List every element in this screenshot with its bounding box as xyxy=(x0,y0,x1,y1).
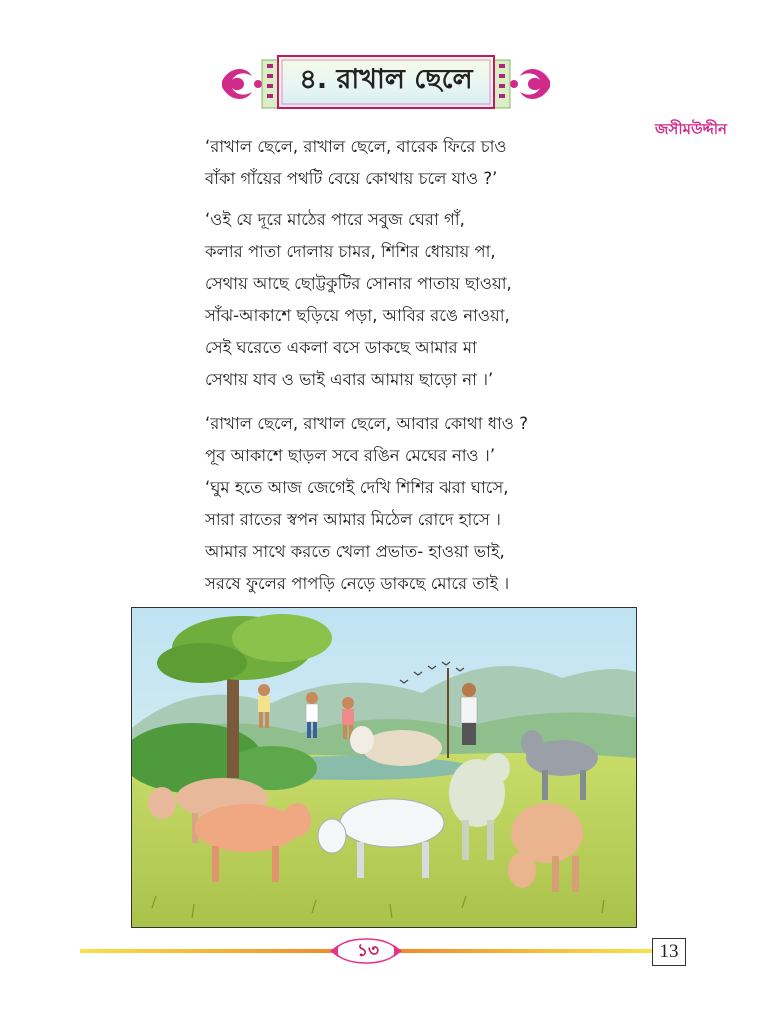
cowherd-illustration xyxy=(131,607,637,928)
poem-line: সরষে ফুলের পাপড়ি নেড়ে ডাকছে মোরে তাই । xyxy=(205,574,510,593)
poem-line: সেই ঘরেতে একলা বসে ডাকছে আমার মা xyxy=(205,338,477,357)
author-name: জসীমউদ্দীন xyxy=(655,120,727,138)
poem-line: সাঁঝ-আকাশে ছড়িয়ে পড়া, আবির রঙে নাওয়া, xyxy=(205,306,510,325)
poem-line: ‘ঘুম হতে আজ জেগেই দেখি শিশির ঝরা ঘাসে, xyxy=(205,478,509,497)
poem-line: ‘ওই যে দূরে মাঠের পারে সবুজ ঘেরা গাঁ, xyxy=(205,210,465,229)
poem-line: পূব আকাশে ছাড়ল সবে রঙিন মেঘের নাও ।’ xyxy=(205,446,496,465)
poem-line: ‘রাখাল ছেলে, রাখাল ছেলে, আবার কোথা ধাও ? xyxy=(205,414,528,433)
meadow-scene xyxy=(132,608,637,928)
poem-line: কলার পাতা দোলায় চামর, শিশির ধোয়ায় পা, xyxy=(205,242,496,261)
poem-line: সেথায় আছে ছোট্টকুটির সোনার পাতায় ছাওয়া, xyxy=(205,274,512,293)
poem-line: সারা রাতের স্বপন আমার মিঠেল রোদে হাসে । xyxy=(205,510,501,529)
tree-canopy xyxy=(232,614,332,662)
page-title: ৪. রাখাল ছেলে xyxy=(299,63,473,95)
page-number-bengali: ১৩ xyxy=(356,941,380,961)
tree-canopy xyxy=(157,643,247,683)
stanza-1 xyxy=(205,131,507,195)
tree-trunk xyxy=(227,678,239,778)
title-banner xyxy=(218,48,554,128)
stanza-2 xyxy=(205,204,512,396)
poem-line: আমার সাথে করতে খেলা প্রভাত- হাওয়া ভাই, xyxy=(205,542,505,561)
stanza-3 xyxy=(205,408,528,600)
poem-line: বাঁকা গাঁয়ের পথটি বেয়ে কোথায় চলে যাও ?’ xyxy=(205,169,498,188)
poem-line: সেথায় যাব ও ভাই এবার আমায় ছাড়ো না ।’ xyxy=(205,370,494,389)
page-number: 13 xyxy=(652,938,686,966)
poem-line: ‘রাখাল ছেলে, রাখাল ছেলে, বারেক ফিরে চাও xyxy=(205,137,507,156)
